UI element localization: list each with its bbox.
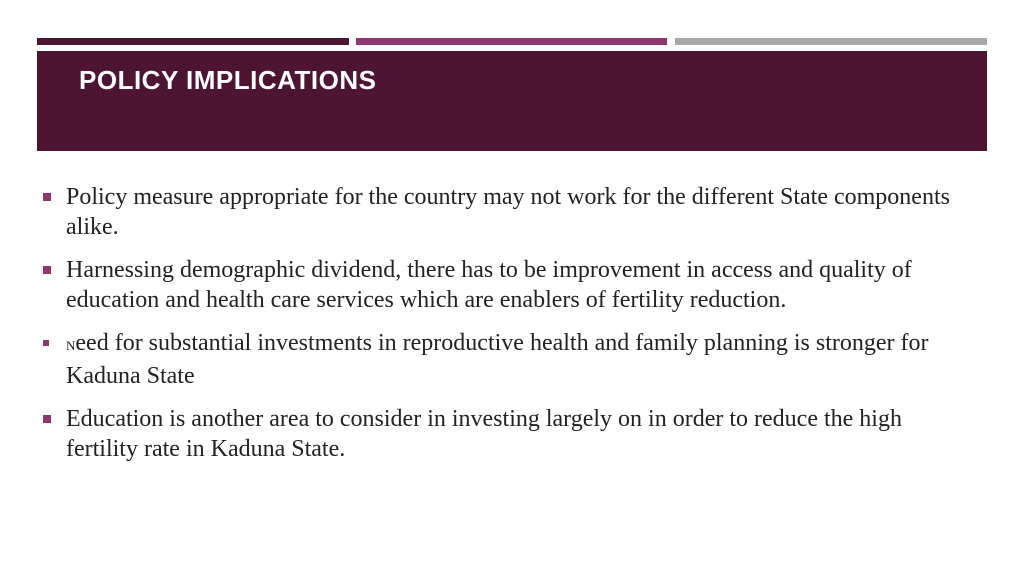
bullet-lead-letter: N	[66, 338, 76, 353]
square-bullet-icon	[43, 266, 51, 274]
bullet-list	[40, 182, 950, 477]
accent-bar-gray	[675, 38, 987, 45]
square-bullet-icon	[43, 340, 49, 346]
bullet-item	[40, 328, 950, 391]
square-bullet-icon	[43, 193, 51, 201]
accent-bar-dark	[37, 38, 349, 45]
bullet-item	[40, 404, 950, 464]
bullet-item	[40, 255, 950, 315]
title-banner	[37, 51, 987, 151]
square-bullet-icon	[43, 415, 51, 423]
slide-title: POLICY IMPLICATIONS	[79, 65, 377, 95]
bullet-text: eed for substantial investments in reproductive health and family planning is stronger for Kaduna State	[66, 330, 929, 389]
bullet-item	[40, 182, 950, 242]
accent-bar-magenta	[356, 38, 667, 45]
bullet-text: Policy measure appropriate for the country may not work for the different State components alike.	[66, 184, 950, 240]
bullet-text: Education is another area to consider in investing largely on in order to reduce the high fertility rate in Kaduna State.	[66, 406, 902, 462]
bullet-text: Harnessing demographic dividend, there has to be improvement in access and quality of education and health care services which are enablers of fertility reduction.	[66, 257, 912, 313]
